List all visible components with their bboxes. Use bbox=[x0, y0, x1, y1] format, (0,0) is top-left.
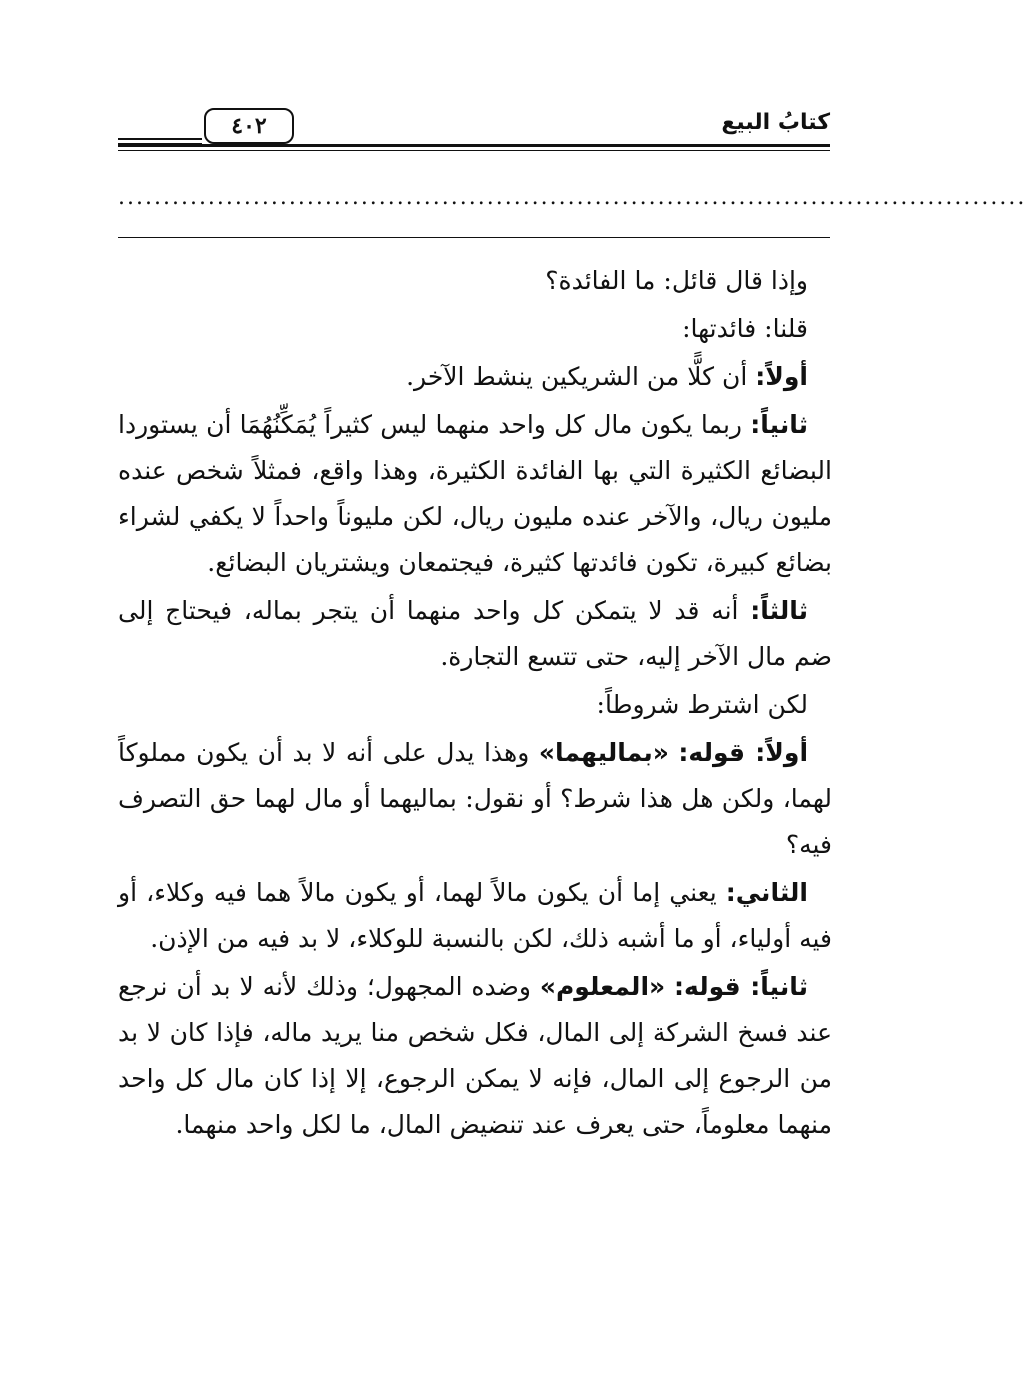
paragraph-lead: الثاني: bbox=[725, 878, 808, 907]
paragraph-lead: أولاً: قوله: bbox=[678, 738, 809, 767]
page-header bbox=[118, 108, 830, 152]
page-number: ٤٠٢ bbox=[204, 108, 294, 144]
paragraph bbox=[118, 588, 832, 680]
book-title: كتابُ البيع bbox=[721, 110, 830, 135]
paragraph-lead: أولاً: bbox=[755, 362, 808, 391]
header-rule-thin bbox=[118, 150, 830, 151]
paragraph bbox=[118, 730, 832, 868]
quoted-term: «المعلوم» bbox=[539, 972, 666, 1001]
paragraph-text: أنه قد لا يتمكن كل واحد منهما أن يتجر بماله، فيحتاج إلى ضم مال الآخر إليه، حتى تتسع التجارة. bbox=[118, 596, 832, 671]
paragraph-text: قلنا: فائدتها: bbox=[682, 314, 808, 343]
paragraph bbox=[118, 870, 832, 962]
paragraph-text: يعني إما أن يكون مالاً لهما، أو يكون مالاً هما فيه وكلاء، أو فيه أولياء، أو ما أشبه ذلك، لكن بالنسبة للوكلاء، لا بد فيه من الإذن. bbox=[118, 878, 832, 953]
header-rule-stub bbox=[118, 143, 202, 145]
paragraph bbox=[118, 402, 832, 586]
paragraph-text: لكن اشترط شروطاً: bbox=[596, 690, 808, 719]
header-rule-thick bbox=[118, 144, 830, 147]
paragraph-text: أن كلًّا من الشريكين ينشط الآخر. bbox=[406, 362, 756, 391]
paragraph-text: وضده المجهول؛ وذلك لأنه لا بد أن نرجع عند فسخ الشركة إلى المال، فكل شخص منا يريد ماله، فإذا كان لا بد من الرجوع إلى المال، فإنه لا يمكن الرجوع، إلا إذا كان مال كل واحد منهما معلوماً، حتى يعرف عند تنضيض المال، ما لكل واحد منهما. bbox=[118, 972, 832, 1139]
paragraph bbox=[118, 964, 832, 1148]
paragraph-text: ربما يكون مال كل واحد منهما ليس كثيراً يُمَكِّنُهُمَا أن يستوردا البضائع الكثيرة التي بها الفائدة الكثيرة، وهذا واقع، فمثلاً شخص عنده مليون ريال، والآخر عنده مليون ريال، لكن مليوناً واحداً لا يكفي لشراء بضائع كبيرة، تكون فائدتها كثيرة، فيجتمعان ويشتريان البضائع. bbox=[118, 410, 832, 577]
separator-line bbox=[118, 237, 830, 238]
paragraph bbox=[118, 306, 832, 352]
dotted-divider: ..................................................................................................... bbox=[118, 185, 1026, 210]
paragraph-text: وإذا قال قائل: ما الفائدة؟ bbox=[545, 266, 808, 295]
header-rule-stub bbox=[118, 138, 202, 140]
paragraph-lead: ثانياً: bbox=[750, 410, 808, 439]
paragraph-lead: ثانياً: قوله: bbox=[674, 972, 809, 1001]
quoted-term: «بماليهما» bbox=[538, 738, 669, 767]
page-body bbox=[118, 258, 832, 1150]
paragraph bbox=[118, 354, 832, 400]
paragraph-lead: ثالثاً: bbox=[750, 596, 808, 625]
paragraph bbox=[118, 258, 832, 304]
paragraph bbox=[118, 682, 832, 728]
paragraph-text: وهذا يدل على أنه لا بد أن يكون مملوكاً لهما، ولكن هل هذا شرط؟ أو نقول: بماليهما أو مال لهما حق التصرف فيه؟ bbox=[118, 738, 832, 859]
